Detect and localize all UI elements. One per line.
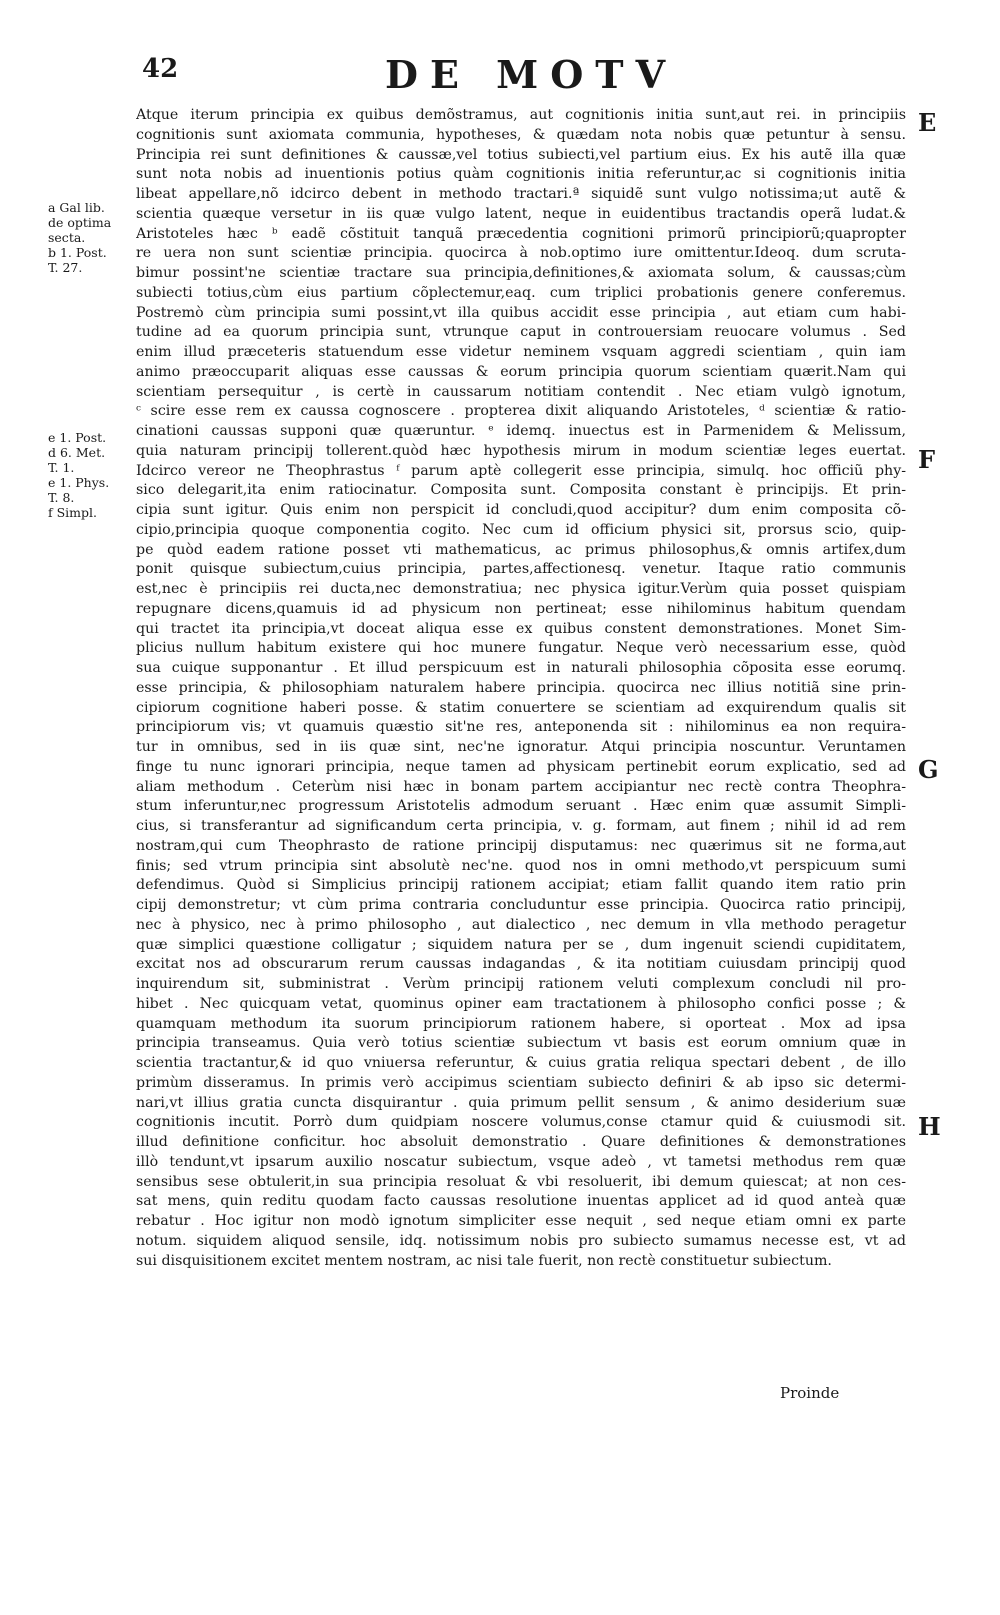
text-line: nari,vt illius gratia cuncta disquirantur . quia primum pellit sensum , & animo desiderium suæ (136, 1094, 906, 1111)
text-line: est,nec è principiis rei ducta,nec demonstratiua; nec physica igitur.Verùm quia posset quispiam (136, 581, 906, 597)
text-line: sua cuique supponantur . Et illud perspicuum est in naturali philosophia cõposita esse eorumq. (136, 660, 906, 676)
text-line: Atque iterum principia ex quibus demõstramus, aut cognitionis initia sunt,aut rei. in principiis (136, 107, 906, 123)
marginal-note: e 1. Phys. (48, 475, 110, 490)
text-line: principiorum vis; vt quamuis quæstio sit'ne res, anteponenda sit : nihilominus ea non requira- (136, 719, 906, 736)
text-line: rebatur . Hoc igitur non modò ignotum simpliciter esse nequit , sed neque etiam omni ex parte (136, 1213, 906, 1229)
text-line: notum. siquidem aliquod sensile, idq. notissimum nobis pro subiecto sumamus necesse est, vt ad (136, 1232, 906, 1249)
marginal-note: b 1. Post. (48, 245, 107, 260)
section-letter-f: F (918, 445, 936, 474)
text-line: primùm disseramus. In primis verò accipimus scientiam subiecto definiri & ab ipso sic determi- (136, 1074, 906, 1091)
text-line: scientia tractantur,& id quo vniuersa referuntur, & cuius gratia reliqua spectari debent , de illo (136, 1055, 906, 1071)
text-line: tudine ad ea quorum principia sunt, vtrunque caput in controuersiam reuocare volumus . Sed (136, 324, 906, 341)
text-line: nec à physico, nec à primo philosopho , aut dialectico , nec demum in vlla methodo peragetur (136, 916, 906, 933)
text-line: sui disquisitionem excitet mentem nostram, ac nisi tale fuerit, non rectè constituetur subiectum. (136, 1252, 832, 1269)
text-line: principia transeamus. Quia verò totius scientiæ subiectum vt basis est eorum omnium quæ in (136, 1035, 906, 1052)
text-line: cipiorum cognitione haberi posse. & statim conuertere se scientiam ad exquirendum qualis sit (136, 699, 906, 716)
text-line: finis; sed vtrum principia sint absolutè nec'ne. quod nos in omni methodo,vt perspicuum sumi (136, 857, 906, 874)
text-line: cius, si transferantur ad significandum certa principia, v. g. formam, aut finem ; nihil id ad rem (136, 818, 906, 834)
text-line: finge tu nunc ignorari principia, neque tamen ad physicam pertinebit eorum explicatio, sed ad (136, 758, 906, 775)
text-line: repugnare dicens,quamuis id ad physicum non pertineat; esse nihilominus habitum quendam (136, 600, 906, 617)
text-line: quia naturam principij tollerent.quòd hæc hypothesis mirum in modum scientiæ leges euertat. (136, 442, 906, 459)
marginal-note: e 1. Post. (48, 430, 107, 445)
text-line: scientiam persequitur , is certè in caussarum notitiam contendit . Nec etiam vulgò ignotum, (136, 383, 906, 400)
text-line: cipio,principia quoque componentia cogito. Nec cum id officium physici sit, prorsus scio, quip- (136, 521, 906, 538)
text-line: illò tendunt,vt ipsarum auxilio noscatur subiectum, vsque adeò , vt tametsi methodus rem quæ (136, 1153, 906, 1170)
marginal-note: de optima (48, 215, 112, 230)
text-line: subiecti totius,cùm eius partium cõplectemur,eaq. cum triplici probationis genere conferemus. (136, 284, 906, 301)
text-line: Aristoteles hæc ᵇ eadẽ cõstituit tanquã præcedentia cognitioni primorũ principiorũ;quapropter (136, 225, 906, 242)
text-line: ᶜ scire esse rem ex caussa cognoscere . propterea dixit aliquando Aristoteles, ᵈ scientiæ & ratio- (136, 403, 906, 420)
text-line: quæ simplici quæstione colligatur ; siquidem natura per se , dum ingenuit sciendi cupiditatem, (136, 936, 906, 953)
marginal-note: secta. (48, 230, 86, 245)
text-line: plicius nullum habitum existere qui hoc munere fungatur. Neque verò necessarium esse, quòd (136, 640, 906, 657)
marginal-note: f Simpl. (48, 505, 97, 520)
text-line: excitat nos ad obscurarum rerum caussas indagandas , & ita notitiam cuiusdam principij quod (136, 956, 906, 973)
text-line: enim illud præceteris statuendum esse videtur neminem vsquam aggredi scientiam , quin iam (136, 344, 906, 360)
text-line: quamquam methodum ita suorum principiorum rationem habere, si oporteat . Mox ad ipsa (136, 1015, 906, 1032)
text-line: cognitionis incutit. Porrò dum quidpiam noscere volumus,conse ctamur quid & cuiusmodi sit. (136, 1114, 906, 1131)
text-line: sunt nota nobis ad inuentionis potius quàm cognitionis initia referuntur,ac si cognitionis initia (136, 166, 906, 183)
text-line: animo præoccuparit aliquas esse caussas & eorum principia quorum scientiam quærit.Nam qui (136, 363, 906, 380)
text-line: Principia rei sunt definitiones & caussæ,vel totius subiecti,vel partium eius. Ex his autẽ illa quæ (136, 146, 906, 163)
text-line: aliam methodum . Ceterùm nisi hæc in bonam partem accipiantur nec rectè contra Theophra- (136, 778, 906, 795)
text-line: libeat appellare,nõ idcirco debent in methodo tractari.ª siquidẽ sunt vulgo notissima;ut autẽ & (136, 186, 906, 202)
marginal-note: T. 1. (48, 460, 75, 475)
text-line: hibet . Nec quicquam vetat, quominus opiner eam tractationem à philosopho confici posse ; & (136, 995, 906, 1012)
section-letter-e: E (918, 108, 937, 137)
text-line: cipij demonstretur; vt cùm prima contraria concluduntur esse principia. Quocirca ratio principij, (136, 897, 906, 913)
body-text (136, 106, 906, 1271)
text-line: cipia sunt igitur. Quis enim non perspicit id concludi,quod accipitur? dum enim composita cõ- (136, 502, 906, 518)
marginal-note: T. 27. (48, 260, 83, 275)
text-line: sico delegarit,ita enim ratiocinatur. Composita sunt. Composita constant è principijs. Et prin- (136, 482, 906, 499)
running-head-title: DE MOTV (385, 52, 678, 97)
text-line: nostram,qui cum Theophrasto de ratione principij disputamus: nec quærimus sit ne forma,aut (136, 837, 906, 854)
text-line: inquirendum sit, subministrat . Verùm principij rationem veluti complexum concludi nil pro- (136, 976, 906, 992)
marginal-note: T. 8. (48, 490, 75, 505)
page-number: 42 (142, 54, 179, 84)
marginal-note: a Gal lib. (48, 200, 105, 215)
text-line: stum inferuntur,nec progressum Aristotelis admodum seruant . Hæc enim quæ assumit Simpli- (136, 798, 906, 815)
text-line: cinationi caussas supponi quæ quæruntur. ᵉ idemq. inuectus est in Parmenidem & Melissum, (136, 423, 906, 439)
text-line: cognitionis sunt axiomata communia, hypotheses, & quædam nota nobis quæ petuntur à sensu. (136, 126, 906, 143)
text-line: sensibus sese obtulerit,in sua principia resoluat & vbi resoluerit, ibi demum quiescat; at non ces- (136, 1173, 906, 1190)
marginal-note: d 6. Met. (48, 445, 106, 460)
text-line: ponit quisque subiectum,cuius principia, partes,affectionesq. venetur. Itaque ratio communis (136, 561, 906, 578)
text-line: qui tractet ita principia,vt doceat aliqua esse ex quibus constent demonstrationes. Monet Sim- (136, 620, 906, 637)
text-line: bimur possint'ne scientiæ tractare sua principia,definitiones,& axiomata solum, & caussas;cùm (136, 265, 906, 281)
text-line: pe quòd eadem ratione posset vti mathematicus, ac primus philosophus,& omnis artifex,dum (136, 541, 906, 558)
text-line: Postremò cùm principia sumi possint,vt illa quibus accidit esse principia , aut etiam cum habi- (136, 304, 906, 321)
marginal-notes-upper (48, 200, 133, 275)
section-letter-h: H (918, 1112, 941, 1141)
catchword: Proinde (780, 1384, 840, 1402)
text-line: tur in omnibus, sed in iis quæ sint, nec'ne ignoratur. Atqui principia noscuntur. Veruntamen (136, 739, 906, 755)
text-line: re uera non sunt scientiæ principia. quocirca à nob.optimo iure omittentur.Ideoq. dum scruta- (136, 245, 906, 262)
text-line: Idcirco vereor ne Theophrastus ᶠ parum aptè collegerit esse principia, simulq. hoc officiũ phy- (136, 462, 906, 479)
text-line: scientia quæque versetur in iis quæ vulgo latent, neque in euidentibus tractandis operã ludat.& (136, 205, 906, 222)
section-letter-g: G (918, 755, 939, 784)
marginal-notes-lower (48, 430, 133, 520)
text-line: sat mens, quin reditu quodam facto caussas resolutione inuentas applicet ad id quod anteà quæ (136, 1193, 906, 1210)
text-line: illud definitione conficitur. hoc absoluit demonstratio . Quare definitiones & demonstrationes (136, 1134, 906, 1150)
text-line: defendimus. Quòd si Simplicius principij rationem accipiat; etiam fallit quando item ratio prin (136, 877, 906, 894)
text-line: esse principia, & philosophiam naturalem habere principia. quocirca nec illius notitiã sine prin- (136, 679, 906, 696)
